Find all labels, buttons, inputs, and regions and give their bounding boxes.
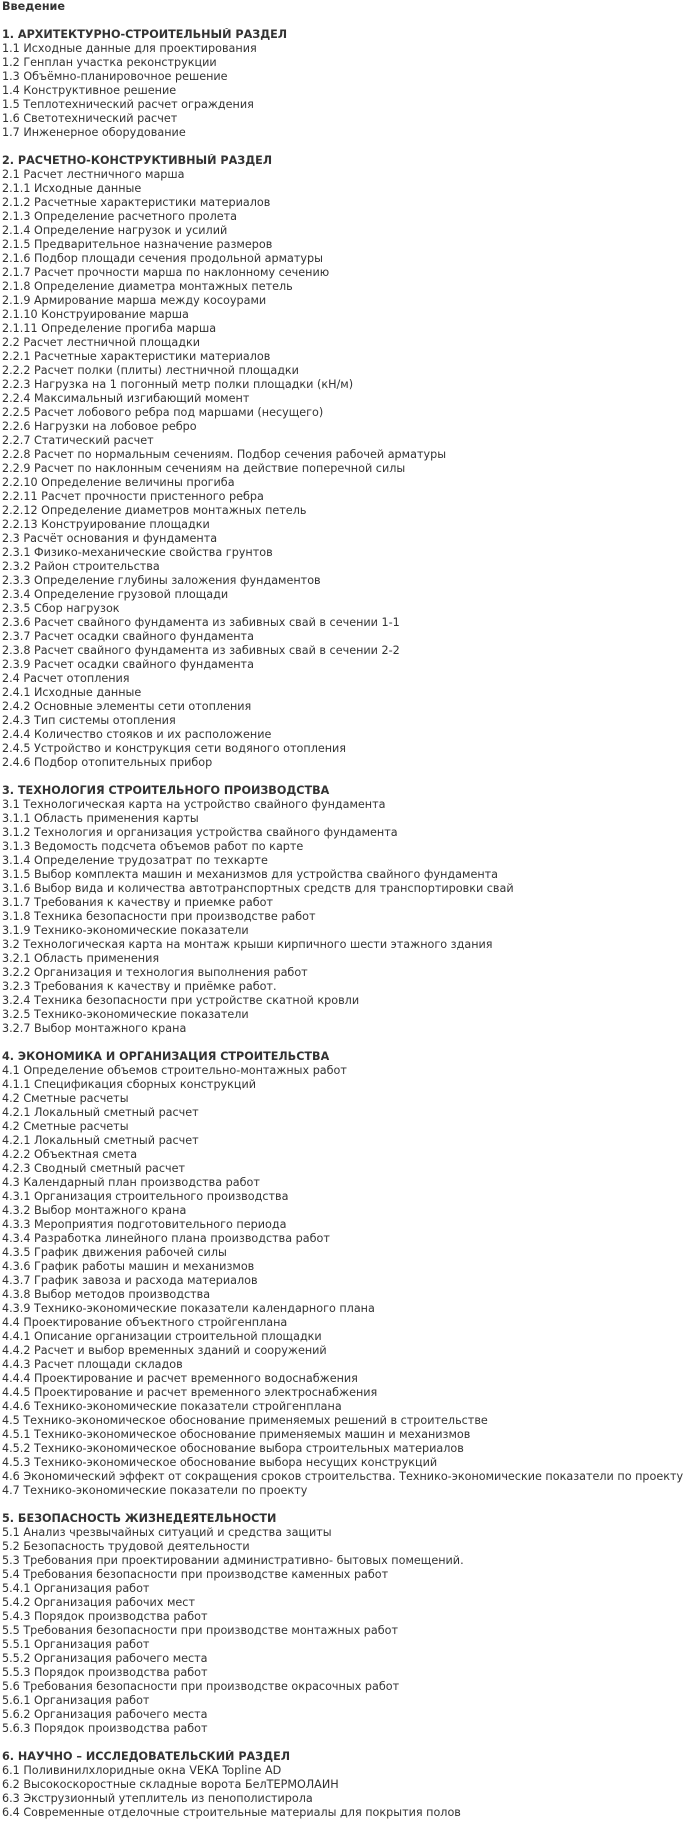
- toc-entry[interactable]: 4.3 Календарный план производства работ: [2, 1176, 260, 1189]
- toc-entry[interactable]: 2.2.7 Статический расчет: [2, 434, 154, 447]
- toc-entry[interactable]: 1.7 Инженерное оборудование: [2, 126, 186, 139]
- toc-entry[interactable]: 4.5 Технико-экономическое обоснование применяемых решений в строительстве: [2, 1414, 488, 1427]
- toc-entry[interactable]: 5.4.3 Порядок производства работ: [2, 1610, 208, 1623]
- section-heading[interactable]: 1. АРХИТЕКТУРНО-СТРОИТЕЛЬНЫЙ РАЗДЕЛ: [2, 28, 288, 41]
- toc-entry[interactable]: 4.1 Определение объемов строительно-монтажных работ: [2, 1064, 347, 1077]
- toc-entry[interactable]: 5.6 Требования безопасности при производстве окрасочных работ: [2, 1680, 400, 1693]
- toc-entry[interactable]: 3.1.8 Техника безопасности при производстве работ: [2, 910, 316, 923]
- toc-entry[interactable]: 6.1 Поливинилхлоридные окна VEKA Topline AD: [2, 1764, 282, 1777]
- toc-entry[interactable]: 2.1.5 Предварительное назначение размеров: [2, 238, 273, 251]
- toc-entry[interactable]: 2.1.3 Определение расчетного пролета: [2, 210, 238, 223]
- toc-entry[interactable]: 4.4.5 Проектирование и расчет временного электроснабжения: [2, 1386, 378, 1399]
- toc-entry[interactable]: 3.2.5 Технико-экономические показатели: [2, 1008, 249, 1021]
- toc-entry[interactable]: 5.5.3 Порядок производства работ: [2, 1666, 208, 1679]
- toc-entry[interactable]: 2.2.9 Расчет по наклонным сечениям на действие поперечной силы: [2, 462, 406, 475]
- toc-entry[interactable]: 2.3.4 Определение грузовой площади: [2, 588, 229, 601]
- toc-entry[interactable]: 4.4.2 Расчет и выбор временных зданий и сооружений: [2, 1344, 327, 1357]
- toc-entry[interactable]: 2.1.11 Определение прогиба марша: [2, 322, 217, 335]
- toc-entry[interactable]: 5.2 Безопасность трудовой деятельности: [2, 1540, 250, 1553]
- toc-entry[interactable]: 2.2.6 Нагрузки на лобовое ребро: [2, 420, 197, 433]
- section-heading[interactable]: 2. РАСЧЕТНО-КОНСТРУКТИВНЫЙ РАЗДЕЛ: [2, 154, 273, 167]
- toc-entry[interactable]: 3.2 Технологическая карта на монтаж крыши кирпичного шести этажного здания: [2, 938, 493, 951]
- toc-entry[interactable]: 4.5.2 Технико-экономическое обоснование выбора строительных материалов: [2, 1442, 464, 1455]
- toc-entry[interactable]: 2.1.6 Подбор площади сечения продольной арматуры: [2, 252, 323, 265]
- toc-entry[interactable]: 4.3.7 График завоза и расхода материалов: [2, 1274, 258, 1287]
- toc-entry[interactable]: 5.1 Анализ чрезвычайных ситуаций и средства защиты: [2, 1526, 332, 1539]
- section-heading[interactable]: 4. ЭКОНОМИКА И ОРГАНИЗАЦИЯ СТРОИТЕЛЬСТВА: [2, 1050, 330, 1063]
- toc-entry[interactable]: 5.5 Требования безопасности при производстве монтажных работ: [2, 1624, 398, 1637]
- toc-entry[interactable]: 3.2.1 Область применения: [2, 952, 160, 965]
- toc-entry[interactable]: 5.5.1 Организация работ: [2, 1638, 150, 1651]
- toc-entry[interactable]: 4.6 Экономический эффект от сокращения сроков строительства. Технико-экономические показатели по проекту: [2, 1470, 684, 1483]
- toc-entry[interactable]: 3.2.3 Требования к качеству и приёмке работ.: [2, 980, 277, 993]
- toc-entry[interactable]: 2.1 Расчет лестничного марша: [2, 168, 185, 181]
- toc-entry[interactable]: 5.4.1 Организация работ: [2, 1582, 150, 1595]
- toc-entry[interactable]: 2.4 Расчет отопления: [2, 672, 130, 685]
- toc-entry[interactable]: 2.4.6 Подбор отопительных прибор: [2, 756, 213, 769]
- toc-entry[interactable]: 1.4 Конструктивное решение: [2, 84, 177, 97]
- toc-entry[interactable]: 2.4.3 Тип системы отопления: [2, 714, 176, 727]
- toc-entry[interactable]: 3.1.6 Выбор вида и количества автотранспортных средств для транспортировки свай: [2, 882, 514, 895]
- toc-entry[interactable]: 2.4.2 Основные элементы сети отопления: [2, 700, 252, 713]
- toc-entry[interactable]: 4.3.6 График работы машин и механизмов: [2, 1260, 255, 1273]
- toc-entry[interactable]: 6.2 Высокоскоростные складные ворота БелТЕРМОЛАИН: [2, 1778, 339, 1791]
- toc-entry[interactable]: 3.1.5 Выбор комплекта машин и механизмов для устройства свайного фундамента: [2, 868, 499, 881]
- toc-entry[interactable]: 2.2.1 Расчетные характеристики материалов: [2, 350, 271, 363]
- toc-entry[interactable]: 2.2.5 Расчет лобового ребра под маршами (несущего): [2, 406, 324, 419]
- toc-entry[interactable]: 3.1.7 Требования к качеству и приемке работ: [2, 896, 274, 909]
- toc-entry[interactable]: 3.1.2 Технология и организация устройства свайного фундамента: [2, 826, 398, 839]
- toc-entry[interactable]: 2.1.7 Расчет прочности марша по наклонному сечению: [2, 266, 330, 279]
- toc-entry[interactable]: 4.7 Технико-экономические показатели по проекту: [2, 1484, 308, 1497]
- toc-entry[interactable]: 2.1.2 Расчетные характеристики материалов: [2, 196, 271, 209]
- toc-entry[interactable]: 2.1.10 Конструирование марша: [2, 308, 189, 321]
- intro-heading[interactable]: Введение: [2, 0, 65, 13]
- toc-entry[interactable]: 4.3.5 График движения рабочей силы: [2, 1246, 227, 1259]
- toc-entry[interactable]: 2.2.3 Нагрузка на 1 погонный метр полки площадки (кН/м): [2, 378, 354, 391]
- toc-entry[interactable]: 4.2.1 Локальный сметный расчет: [2, 1106, 199, 1119]
- toc-entry[interactable]: 5.3 Требования при проектировании административно- бытовых помещений.: [2, 1554, 464, 1567]
- toc-entry[interactable]: 4.2.3 Сводный сметный расчет: [2, 1162, 186, 1175]
- toc-entry[interactable]: 3.1.9 Технико-экономические показатели: [2, 924, 249, 937]
- toc-entry[interactable]: 4.3.4 Разработка линейного плана производства работ: [2, 1232, 330, 1245]
- toc-entry[interactable]: 2.1.4 Определение нагрузок и усилий: [2, 224, 228, 237]
- toc-entry[interactable]: 2.2.2 Расчет полки (плиты) лестничной площадки: [2, 364, 299, 377]
- toc-entry[interactable]: 4.2.1 Локальный сметный расчет: [2, 1134, 199, 1147]
- toc-entry[interactable]: 3.1.1 Область применения карты: [2, 812, 199, 825]
- toc-entry[interactable]: 5.4.2 Организация рабочих мест: [2, 1596, 195, 1609]
- toc-entry[interactable]: 2.1.1 Исходные данные: [2, 182, 142, 195]
- toc-entry[interactable]: 2.4.5 Устройство и конструкция сети водяного отопления: [2, 742, 347, 755]
- toc-entry[interactable]: 5.6.3 Порядок производства работ: [2, 1722, 208, 1735]
- toc-entry[interactable]: 2.1.9 Армирование марша между косоурами: [2, 294, 267, 307]
- toc-entry[interactable]: 4.2 Сметные расчеты: [2, 1120, 129, 1133]
- toc-entry[interactable]: 4.4 Проектирование объектного стройгенплана: [2, 1316, 288, 1329]
- toc-entry[interactable]: 5.6.1 Организация работ: [2, 1694, 150, 1707]
- toc-entry[interactable]: 4.3.3 Мероприятия подготовительного периода: [2, 1218, 287, 1231]
- toc-entry[interactable]: 2.4.4 Количество стояков и их расположение: [2, 728, 272, 741]
- toc-entry[interactable]: 1.6 Светотехнический расчет: [2, 112, 178, 125]
- toc-entry[interactable]: 2.2.13 Конструирование площадки: [2, 518, 210, 531]
- toc-entry[interactable]: 4.3.9 Технико-экономические показатели календарного плана: [2, 1302, 375, 1315]
- toc-entry[interactable]: 5.6.2 Организация рабочего места: [2, 1708, 208, 1721]
- toc-entry[interactable]: 2.3.1 Физико-механические свойства грунтов: [2, 546, 273, 559]
- toc-entry[interactable]: 2.3.5 Сбор нагрузок: [2, 602, 120, 615]
- section-heading[interactable]: 6. НАУЧНО – ИССЛЕДОВАТЕЛЬСКИЙ РАЗДЕЛ: [2, 1750, 291, 1763]
- toc-entry[interactable]: 5.5.2 Организация рабочего места: [2, 1652, 208, 1665]
- toc-entry[interactable]: 2.3.6 Расчет свайного фундамента из забивных свай в сечении 1-1: [2, 616, 400, 629]
- toc-entry[interactable]: 2.3.3 Определение глубины заложения фундаментов: [2, 574, 321, 587]
- toc-entry[interactable]: 6.4 Современные отделочные строительные материалы для покрытия полов: [2, 1806, 461, 1819]
- toc-entry[interactable]: 2.2.12 Определение диаметров монтажных петель: [2, 504, 307, 517]
- toc-entry[interactable]: 2.2.10 Определение величины прогиба: [2, 476, 235, 489]
- toc-entry[interactable]: 2.2.11 Расчет прочности пристенного ребра: [2, 490, 264, 503]
- toc-entry[interactable]: 2.3.7 Расчет осадки свайного фундамента: [2, 630, 254, 643]
- section-heading[interactable]: 5. БЕЗОПАСНОСТЬ ЖИЗНЕДЕЯТЕЛЬНОСТИ: [2, 1512, 277, 1525]
- toc-entry[interactable]: 2.4.1 Исходные данные: [2, 686, 142, 699]
- toc-entry[interactable]: 4.2.2 Объектная смета: [2, 1148, 138, 1161]
- toc-entry[interactable]: 4.5.1 Технико-экономическое обоснование применяемых машин и механизмов: [2, 1428, 471, 1441]
- toc-entry[interactable]: 4.1.1 Спецификация сборных конструкций: [2, 1078, 257, 1091]
- toc-entry[interactable]: 4.4.6 Технико-экономические показатели стройгенплана: [2, 1400, 342, 1413]
- toc-entry[interactable]: 4.4.3 Расчет площади складов: [2, 1358, 183, 1371]
- section-heading[interactable]: 3. ТЕХНОЛОГИЯ СТРОИТЕЛЬНОГО ПРОИЗВОДСТВА: [2, 784, 330, 797]
- toc-entry[interactable]: 2.3 Расчёт основания и фундамента: [2, 532, 218, 545]
- toc-entry[interactable]: 2.3.2 Район строительства: [2, 560, 160, 573]
- toc-entry[interactable]: 4.4.1 Описание организации строительной площадки: [2, 1330, 322, 1343]
- toc-entry[interactable]: 3.2.7 Выбор монтажного крана: [2, 1022, 187, 1035]
- toc-entry[interactable]: 2.1.8 Определение диаметра монтажных петель: [2, 280, 293, 293]
- toc-entry[interactable]: 1.1 Исходные данные для проектирования: [2, 42, 257, 55]
- toc-entry[interactable]: 4.5.3 Технико-экономическое обоснование выбора несущих конструкций: [2, 1456, 438, 1469]
- toc-entry[interactable]: 4.4.4 Проектирование и расчет временного водоснабжения: [2, 1372, 358, 1385]
- toc-entry[interactable]: 3.1.3 Ведомость подсчета объемов работ по карте: [2, 840, 304, 853]
- toc-entry[interactable]: 4.3.2 Выбор монтажного крана: [2, 1204, 187, 1217]
- toc-entry[interactable]: 2.3.8 Расчет свайного фундамента из забивных свай в сечении 2-2: [2, 644, 400, 657]
- toc-entry[interactable]: 5.4 Требования безопасности при производстве каменных работ: [2, 1568, 389, 1581]
- toc-entry[interactable]: 1.3 Объёмно-планировочное решение: [2, 70, 228, 83]
- toc-entry[interactable]: 2.2.8 Расчет по нормальным сечениям. Подбор сечения рабочей арматуры: [2, 448, 447, 461]
- toc-entry[interactable]: 4.2 Сметные расчеты: [2, 1092, 129, 1105]
- toc-entry[interactable]: 4.3.8 Выбор методов производства: [2, 1288, 211, 1301]
- toc-entry[interactable]: 4.3.1 Организация строительного производства: [2, 1190, 289, 1203]
- toc-entry[interactable]: 1.5 Теплотехнический расчет ограждения: [2, 98, 254, 111]
- toc-entry[interactable]: 2.3.9 Расчет осадки свайного фундамента: [2, 658, 254, 671]
- toc-entry[interactable]: 3.1 Технологическая карта на устройство свайного фундамента: [2, 798, 386, 811]
- toc-entry[interactable]: 3.1.4 Определение трудозатрат по техкарте: [2, 854, 268, 867]
- toc-entry[interactable]: 2.2.4 Максимальный изгибающий момент: [2, 392, 250, 405]
- toc-entry[interactable]: 3.2.4 Техника безопасности при устройстве скатной кровли: [2, 994, 360, 1007]
- toc-entry[interactable]: 1.2 Генплан участка реконструкции: [2, 56, 217, 69]
- toc-entry[interactable]: 3.2.2 Организация и технология выполнения работ: [2, 966, 308, 979]
- toc-entry[interactable]: 6.3 Экструзионный утеплитель из пенополистирола: [2, 1792, 313, 1805]
- toc-entry[interactable]: 2.2 Расчет лестничной площадки: [2, 336, 201, 349]
